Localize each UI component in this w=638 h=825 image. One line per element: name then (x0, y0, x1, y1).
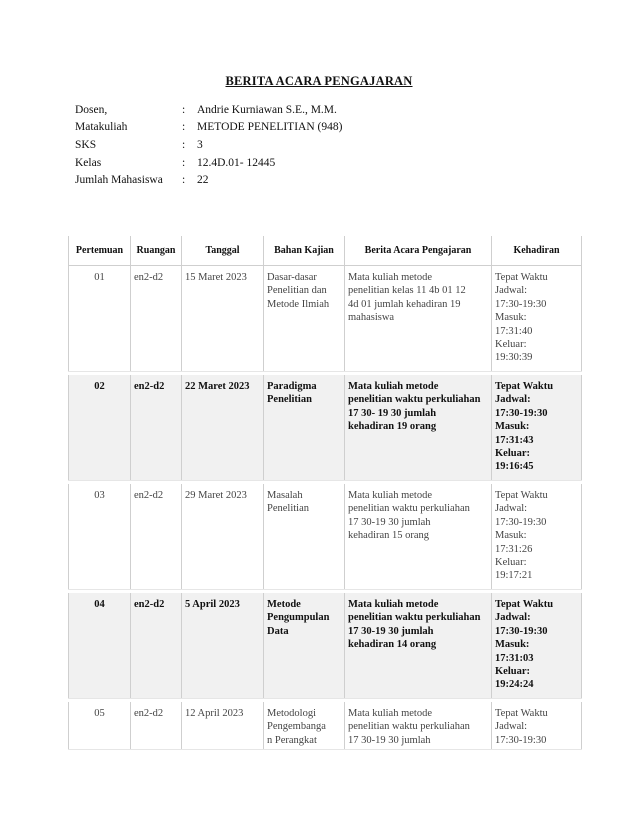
attendance-line: 17:31:43 (495, 434, 534, 446)
attendance-line: Jadwal: (495, 503, 528, 515)
room: en2-d2 (131, 702, 182, 750)
table-row (69, 375, 582, 481)
meeting-number: 01 (69, 266, 131, 372)
room: en2-d2 (131, 375, 182, 481)
attendance-line: 17:31:40 (495, 325, 533, 337)
report-line: 17 30-19 30 jumlah (348, 734, 431, 746)
attendance-line: Masuk: (495, 530, 527, 542)
attendance-line: Keluar: (495, 448, 530, 460)
topic-line: Metode Ilmiah (267, 298, 330, 310)
header-report: Berita Acara Pengajaran (345, 236, 492, 266)
topic-line: Masalah (267, 490, 303, 501)
table-row (69, 702, 582, 750)
attendance-line: Jadwal: (495, 394, 531, 406)
info-separator: : (182, 103, 186, 116)
attendance (492, 484, 582, 590)
header-room: Ruangan (131, 236, 182, 266)
attendance-line: 17:30-19:30 (495, 298, 547, 310)
table-row (69, 484, 582, 590)
attendance-line: Masuk: (495, 312, 527, 324)
info-value: METODE PENELITIAN (948) (197, 121, 343, 134)
date: 12 April 2023 (182, 702, 264, 750)
topic-line: n Perangkat (267, 734, 317, 746)
report-line: kehadiran 15 orang (348, 530, 430, 542)
meeting-number: 02 (69, 375, 131, 481)
report-line: Mata kuliah metode (348, 490, 432, 501)
attendance-line: Keluar: (495, 339, 527, 351)
attendance (492, 266, 582, 372)
attendance-line: 19:30:39 (495, 352, 533, 364)
topic-line: Metodologi (267, 708, 316, 719)
attendance-line: Jadwal: (495, 612, 531, 624)
info-label: Dosen, (75, 103, 108, 116)
attendance-line: Jadwal: (495, 285, 528, 297)
report-line: 17 30-19 30 jumlah (348, 516, 431, 528)
attendance (492, 375, 582, 481)
attendance-line: 17:30-19:30 (495, 516, 547, 528)
topic (264, 266, 345, 372)
topic-line: Pengumpulan (267, 612, 330, 624)
header-meeting: Pertemuan (69, 236, 131, 266)
teaching-record-table (68, 236, 582, 750)
attendance (492, 702, 582, 750)
date: 5 April 2023 (182, 593, 264, 699)
table-header-row (69, 236, 582, 266)
room: en2-d2 (131, 593, 182, 699)
attendance-line: Tepat Waktu (495, 599, 554, 610)
attendance-line: 19:16:45 (495, 461, 534, 473)
attendance-line: 19:24:24 (495, 679, 534, 691)
report (345, 375, 492, 481)
attendance-line: 17:31:26 (495, 543, 533, 555)
info-row-class (75, 154, 342, 172)
attendance-line: Jadwal: (495, 721, 528, 733)
attendance-line: Tepat Waktu (495, 381, 554, 392)
info-label: Kelas (75, 156, 102, 169)
info-label: Jumlah Mahasiswa (75, 174, 163, 187)
report-line: Mata kuliah metode (348, 708, 432, 719)
table-row (69, 266, 582, 372)
header-attendance: Kehadiran (492, 236, 582, 266)
topic (264, 375, 345, 481)
report-line: Mata kuliah metode (348, 272, 432, 283)
info-separator: : (182, 121, 186, 134)
report-line: 17 30- 19 30 jumlah (348, 407, 437, 419)
header-date: Tanggal (182, 236, 264, 266)
info-value: 12.4D.01- 12445 (197, 156, 276, 169)
attendance-line: Tepat Waktu (495, 490, 548, 501)
info-row-credits (75, 136, 342, 154)
topic (264, 484, 345, 590)
attendance-line: Masuk: (495, 421, 530, 433)
report-line: penelitian waktu perkuliahan (348, 394, 481, 406)
topic (264, 702, 345, 750)
room: en2-d2 (131, 484, 182, 590)
attendance-line: Tepat Waktu (495, 708, 548, 719)
report-line: penelitian waktu perkuliahan (348, 721, 470, 733)
room: en2-d2 (131, 266, 182, 372)
report-line: Mata kuliah metode (348, 599, 439, 610)
table-row (69, 593, 582, 699)
document-title: BERITA ACARA PENGAJARAN (225, 74, 413, 88)
report-line: penelitian kelas 11 4b 01 12 (348, 285, 466, 297)
course-info (75, 101, 342, 189)
report-line: kehadiran 19 orang (348, 421, 437, 433)
info-row-course (75, 119, 342, 137)
topic-line: Pengembanga (267, 721, 326, 733)
info-label: Matakuliah (75, 121, 128, 134)
topic-line: Metode (267, 599, 301, 610)
date: 29 Maret 2023 (182, 484, 264, 590)
attendance-line: Keluar: (495, 557, 527, 569)
report-line: mahasiswa (348, 312, 395, 324)
attendance-line: 17:31:03 (495, 652, 534, 664)
meeting-number: 05 (69, 702, 131, 750)
attendance-line: 17:30-19:30 (495, 625, 548, 637)
info-value: Andrie Kurniawan S.E., M.M. (197, 103, 337, 116)
attendance-line: Masuk: (495, 639, 530, 651)
attendance-line: 17:30-19:30 (495, 407, 548, 419)
meeting-number: 03 (69, 484, 131, 590)
info-row-lecturer (75, 101, 342, 119)
attendance-line: 19:17:21 (495, 570, 533, 582)
report-line: penelitian waktu perkuliahan (348, 612, 481, 624)
topic-line: Dasar-dasar (267, 272, 317, 283)
info-separator: : (182, 174, 186, 187)
info-value: 3 (197, 138, 203, 151)
attendance (492, 593, 582, 699)
report-line: 17 30-19 30 jumlah (348, 625, 434, 637)
info-label: SKS (75, 138, 97, 151)
topic-line: Penelitian (267, 503, 309, 515)
date: 15 Maret 2023 (182, 266, 264, 372)
meeting-number: 04 (69, 593, 131, 699)
header-topic: Bahan Kajian (264, 236, 345, 266)
attendance-line: 17:30-19:30 (495, 734, 547, 746)
report-line: 4d 01 jumlah kehadiran 19 (348, 298, 461, 310)
topic-line: Data (267, 625, 289, 637)
report (345, 593, 492, 699)
date: 22 Maret 2023 (182, 375, 264, 481)
info-row-students (75, 171, 342, 189)
report-line: Mata kuliah metode (348, 381, 439, 392)
topic (264, 593, 345, 699)
info-value: 22 (197, 174, 209, 187)
attendance-line: Tepat Waktu (495, 272, 548, 283)
report (345, 702, 492, 750)
topic-line: Penelitian (267, 394, 312, 406)
info-separator: : (182, 156, 186, 169)
report-line: penelitian waktu perkuliahan (348, 503, 470, 515)
report-line: kehadiran 14 orang (348, 639, 437, 651)
attendance-line: Keluar: (495, 666, 530, 678)
info-separator: : (182, 138, 186, 151)
topic-line: Penelitian dan (267, 285, 327, 297)
report (345, 266, 492, 372)
topic-line: Paradigma (267, 381, 317, 392)
report (345, 484, 492, 590)
